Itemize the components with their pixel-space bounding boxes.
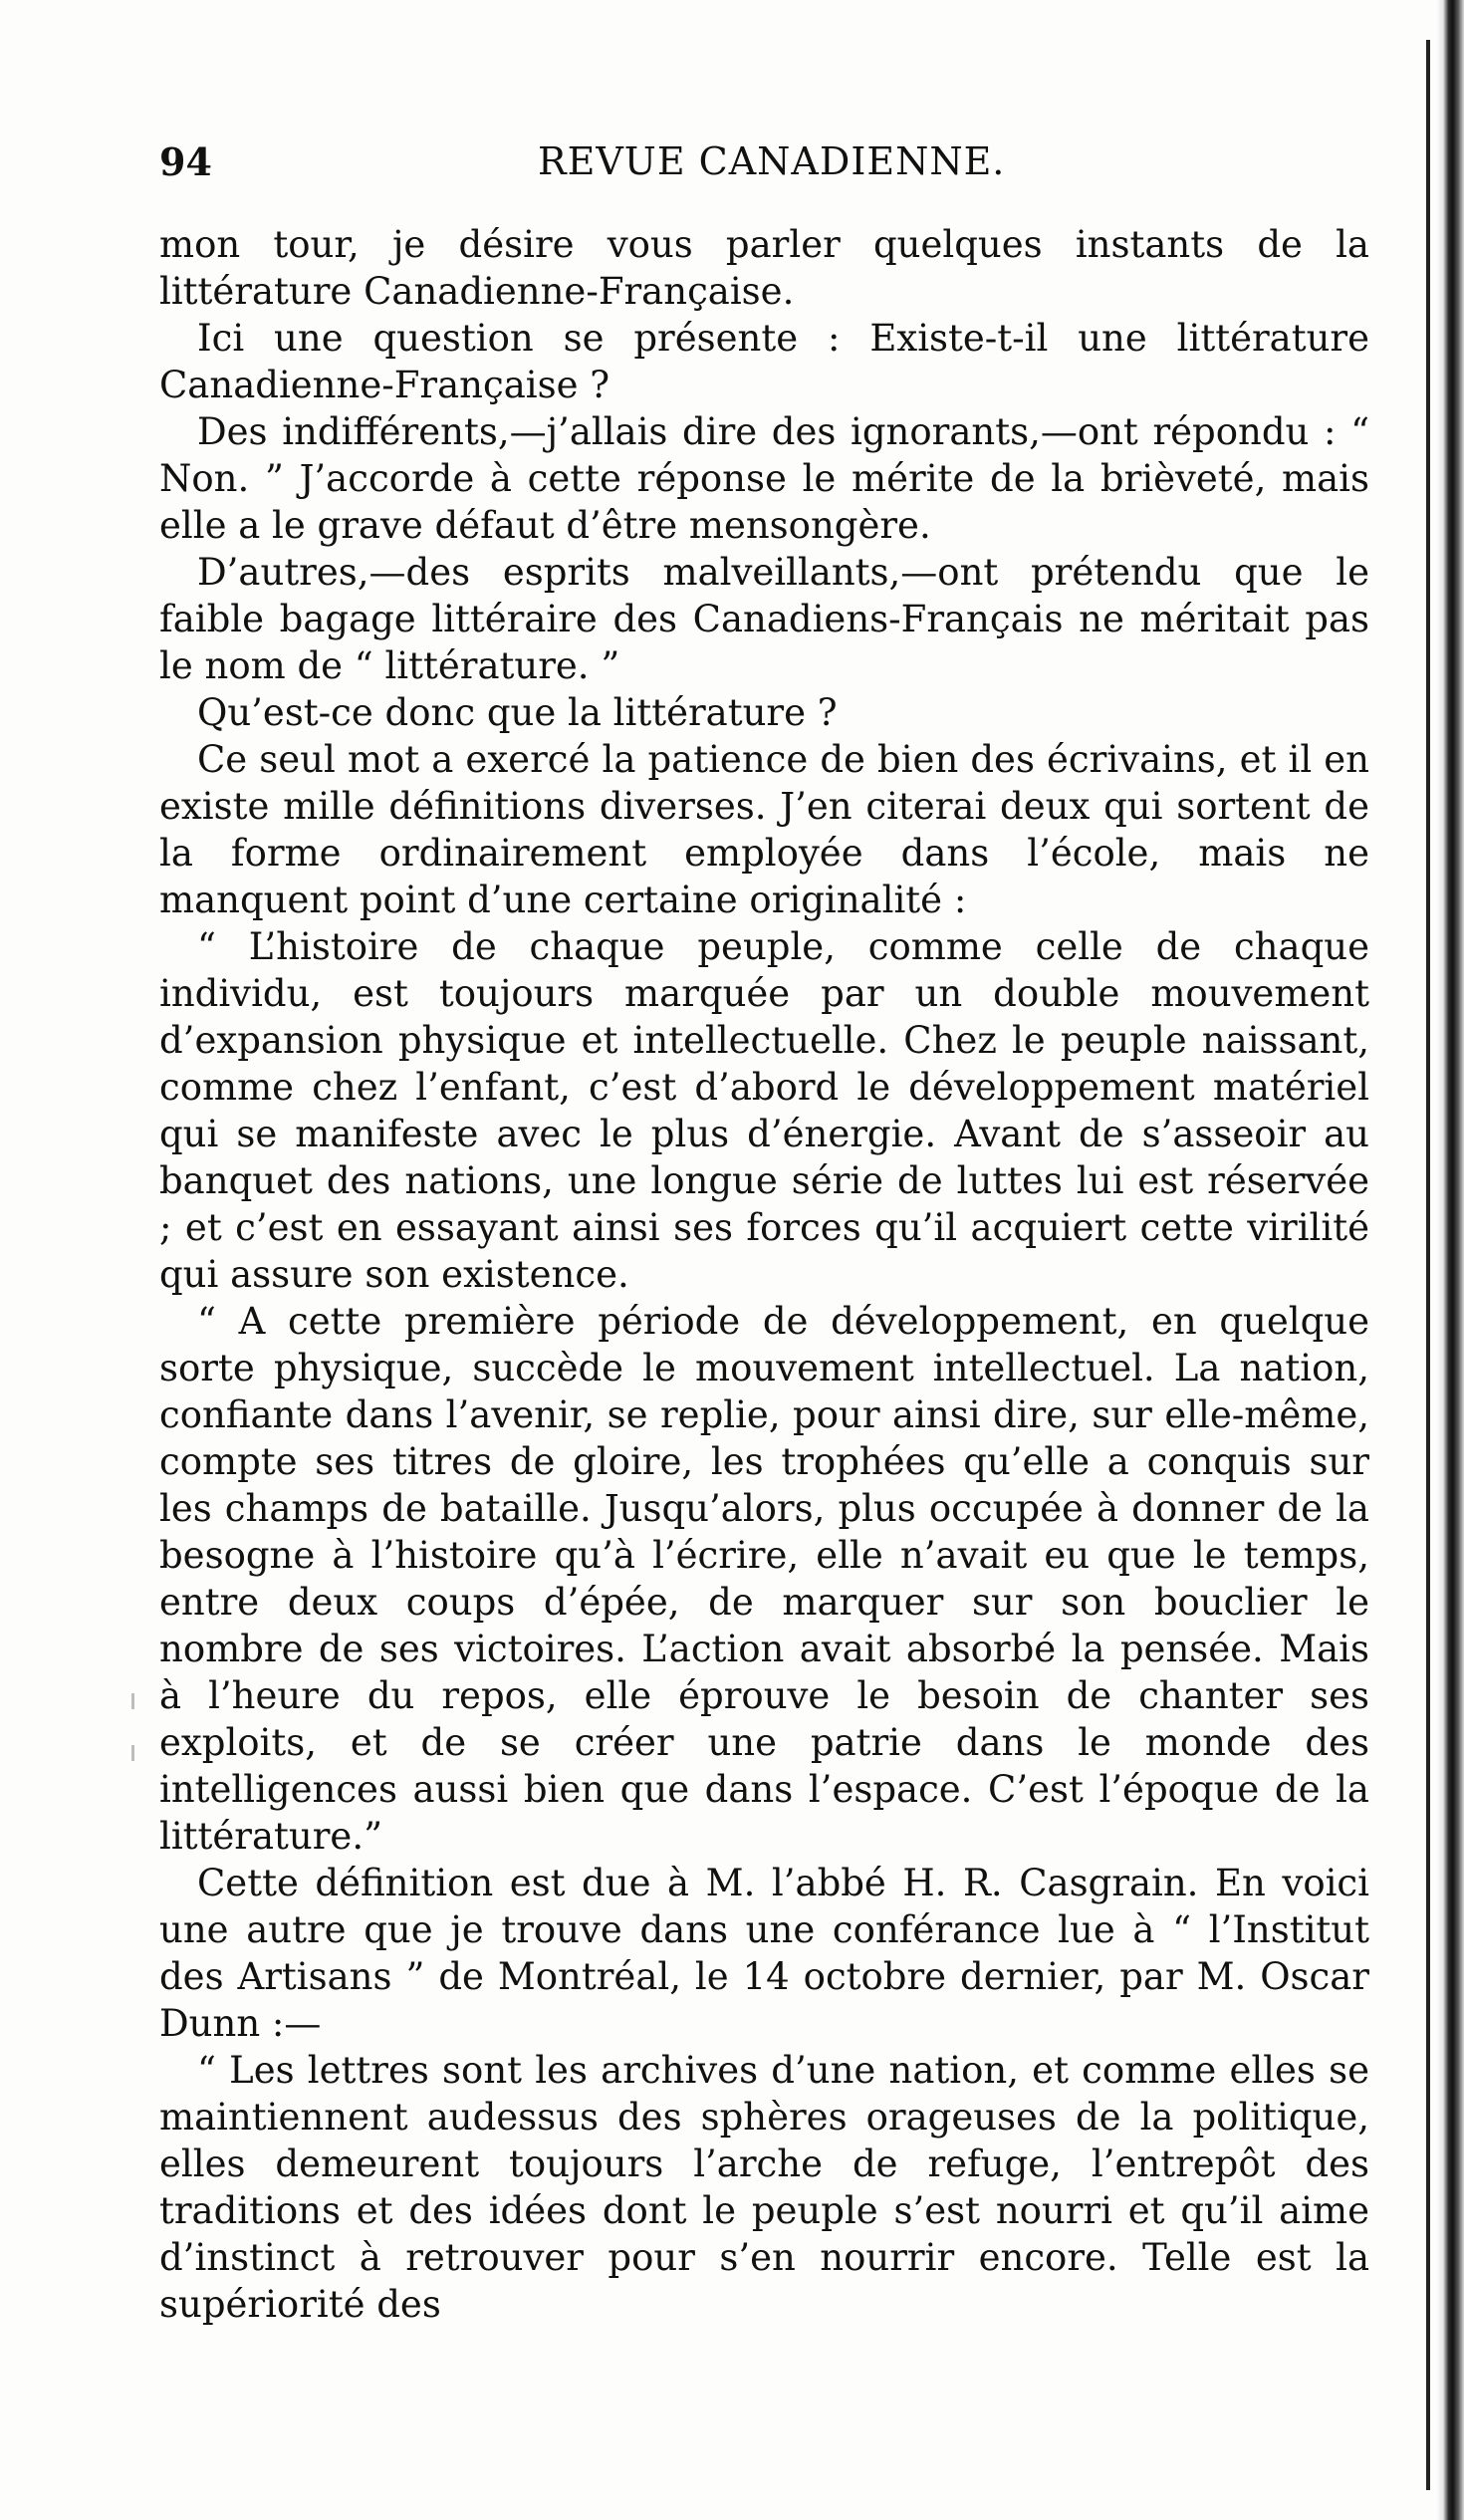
page-binding-edge	[1436, 0, 1464, 2520]
body-text	[159, 221, 1369, 2328]
page-edge-rule	[1426, 40, 1430, 2490]
page-number: 94	[159, 139, 212, 184]
paragraph: mon tour, je désire vous parler quelques instants de la littérature Canadienne-Française.	[159, 223, 1369, 313]
paragraph: Ce seul mot a exercé la patience de bien des écrivains, et il en existe mille définitions diverses. J’en citerai deux qui sortent de la forme ordinairement employée dans l’école, mais ne manquent point d’une certaine originalité :	[159, 738, 1369, 921]
quotation-paragraph: “ L’histoire de chaque peuple, comme celle de chaque individu, est toujours marquée par un double mouvement d’expansion physique et intellectuelle. Chez le peuple naissant, comme chez l’enfant, c’est d’abord le développement matériel qui se manifeste avec le plus d’énergie. Avant de s’asseoir au banquet des nations, une longue série de luttes lui est réservée ; et c’est en essayant ainsi ses forces qu’il acquiert cette virilité qui assure son existence.	[159, 925, 1369, 1296]
paragraph: Qu’est-ce donc que la littérature ?	[197, 691, 838, 734]
page-header	[159, 139, 1369, 199]
paragraph: Ici une question se présente : Existe-t-il une littérature Canadienne-Française ?	[159, 317, 1369, 406]
running-title: REVUE CANADIENNE.	[538, 139, 1006, 183]
quotation-paragraph: “ A cette première période de développement, en quelque sorte physique, succède le mouvement intellectuel. La nation, confiante dans l’avenir, se replie, pour ainsi dire, sur elle-même, compte ses titres de gloire, les trophées qu’elle a conquis sur les champs de bataille. Jusqu’alors, plus occupée à donner de la besogne à l’histoire qu’à l’écrire, elle n’avait eu que le temps, entre deux coups d’épée, de marquer sur son bouclier le nombre de ses victoires. L’action avait absorbé la pensée. Mais à l’heure du repos, elle éprouve le besoin de chanter ses exploits, et de se créer une patrie dans le monde des intelligences aussi bien que dans l’espace. C’est l’époque de la littérature.”	[159, 1300, 1369, 1858]
quotation-paragraph: “ Les lettres sont les archives d’une nation, et comme elles se maintiennent audessus des sphères orageuses de la politique, elles demeurent toujours l’arche de refuge, l’entrepôt des traditions et des idées dont le peuple s’est nourri et qu’il aime d’instinct à retrouver pour s’en nourrir encore. Telle est la supériorité des	[159, 2049, 1369, 2326]
paragraph: D’autres,—des esprits malveillants,—ont prétendu que le faible bagage littéraire des Canadiens-Français ne méritait pas le nom de “ littérature. ”	[159, 551, 1369, 687]
margin-speck	[131, 1693, 134, 1709]
margin-speck	[131, 1745, 134, 1761]
paragraph: Des indifférents,—j’allais dire des ignorants,—ont répondu : “ Non. ” J’accorde à cette réponse le mérite de la brièveté, mais elle a le grave défaut d’être mensongère.	[159, 410, 1369, 547]
paragraph: Cette définition est due à M. l’abbé H. R. Casgrain. En voici une autre que je trouve dans une conférance lue à “ l’Institut des Artisans ” de Montréal, le 14 octobre dernier, par M. Oscar Dunn :—	[159, 1862, 1369, 2045]
